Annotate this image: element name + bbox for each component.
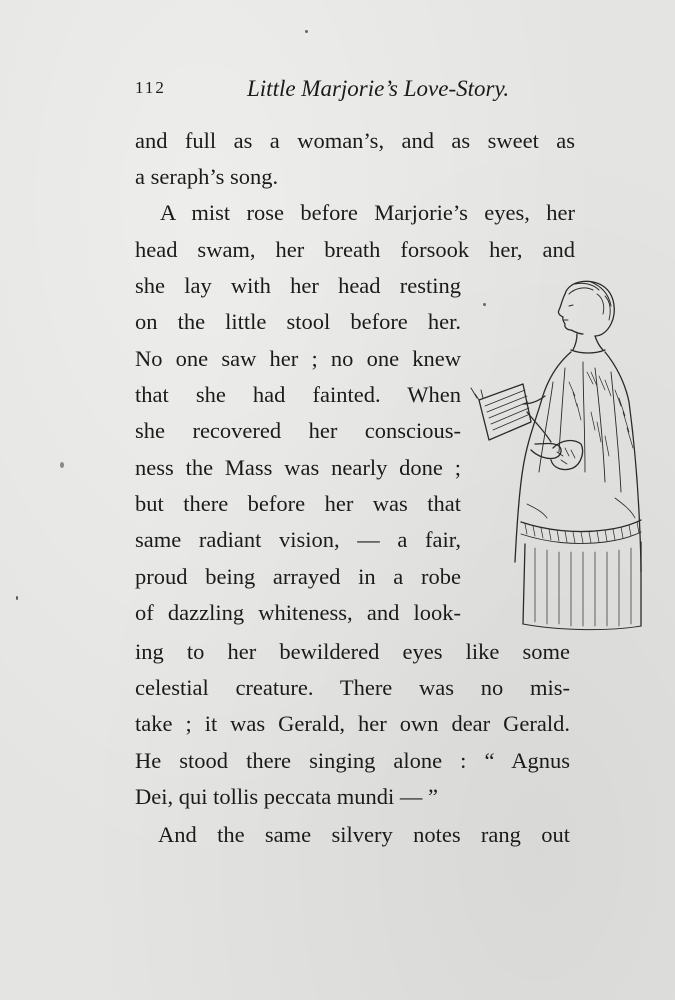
text-line: that she had fainted. When [135,382,461,407]
text-line: on the little stool before her. [135,309,461,334]
text-line: she recovered her conscious- [135,418,461,443]
text-line: ness the Mass was nearly done ; [135,455,461,480]
page-speck [16,596,18,600]
page-speck [60,462,64,468]
text-line: Dei, qui tollis peccata mundi — ” [135,784,439,809]
text-line: same radiant vision, — a fair, [135,527,461,552]
page-speck [305,30,308,33]
text-line: A mist rose before Marjorie’s eyes, her [160,200,575,225]
text-line: a seraph’s song. [135,164,279,189]
text-line: she lay with her head resting [135,273,461,298]
text-line: He stood there singing alone : “ Agnus [135,748,570,773]
page-header [135,76,575,106]
choirboy-singing-illustration [465,272,645,634]
text-line: of dazzling whiteness, and look- [135,600,461,625]
text-line: ing to her bewildered eyes like some [135,639,570,664]
page-number: 112 [135,78,166,97]
text-line: celestial creature. There was no mis- [135,675,570,700]
page-speck [483,303,486,306]
text-line: proud being arrayed in a robe [135,564,461,589]
text-line: head swam, her breath forsook her, and [135,237,575,262]
running-title: Little Marjorie’s Love-Story. [247,76,510,101]
text-line: No one saw her ; no one knew [135,346,461,371]
text-line: and full as a woman’s, and as sweet as [135,128,575,153]
text-line: take ; it was Gerald, her own dear Gerald. [135,711,570,736]
text-line: but there before her was that [135,491,461,516]
text-line: And the same silvery notes rang out [158,822,570,847]
